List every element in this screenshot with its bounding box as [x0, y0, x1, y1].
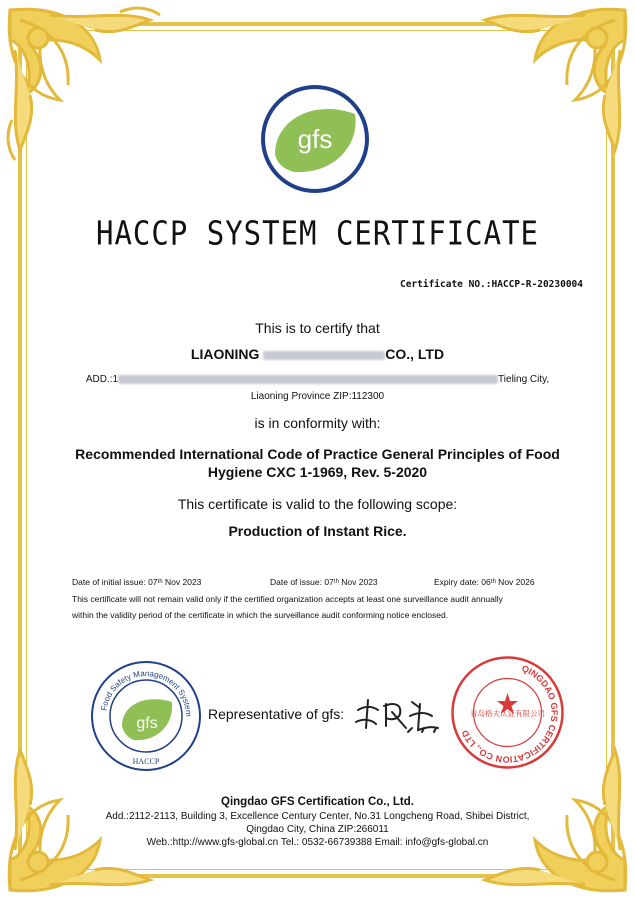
date-of-issue: Date of issue: 07ᵗʰ Nov 2023 — [270, 577, 378, 587]
footer-address-2: Qingdao City, China ZIP:266011 — [246, 824, 389, 835]
footer-company: Qingdao GFS Certification Co., Ltd. — [221, 796, 414, 808]
address-line-1 — [0, 374, 635, 385]
certificate-title: HACCP SYSTEM CERTIFICATE — [95, 213, 540, 253]
validity-note-line-1: This certificate will not remain valid only if the certified organization accepts at least one surveillance audit annually — [72, 594, 503, 604]
redacted-text — [263, 351, 385, 360]
seal-center-text: gfs — [136, 715, 158, 732]
validity-note-line-2: within the validity period of the certificate in which the surveillance audit conforming notice enclosed. — [72, 610, 449, 620]
seal-ring-text: Food Safety Management System — [99, 668, 194, 717]
scope-text: Production of Instant Rice. — [228, 523, 407, 539]
address-suffix: Tieling City, — [498, 374, 550, 385]
gfs-logo-icon — [255, 84, 375, 194]
haccp-seal-icon — [90, 660, 202, 772]
company-stamp-icon — [450, 655, 565, 770]
footer-contact: Web.:http://www.gfs-global.cn Tel.: 0532-66739388 Email: info@gfs-global.cn — [146, 837, 489, 848]
address-prefix: ADD.:1 — [85, 374, 119, 385]
certify-line: This is to certify that — [255, 320, 380, 336]
signature-icon — [350, 688, 445, 738]
corner-ornament-icon — [0, 0, 175, 175]
footer-address-1: Add.:2112-2113, Building 3, Excellence Century Center, No.31 Longcheng Road, Shibei District, — [105, 811, 530, 822]
expiry-date: Expiry date: 06ᵗʰ Nov 2026 — [434, 577, 535, 587]
company-suffix: CO., LTD — [385, 346, 445, 362]
company-name — [0, 346, 635, 362]
seal-bottom-text: HACCP — [132, 757, 160, 766]
date-initial-issue: Date of initial issue: 07ᵗʰ Nov 2023 — [72, 577, 202, 587]
stamp-inner-text: 青岛格夫认证有限公司 — [470, 709, 545, 718]
conformity-line: is in conformity with: — [254, 415, 381, 431]
certificate-number: Certificate NO.:HACCP-R-20230004 — [399, 279, 583, 290]
standard-line-2: Hygiene CXC 1-1969, Rev. 5-2020 — [207, 464, 428, 480]
standard-line-1: Recommended International Code of Practice General Principles of Food — [75, 446, 560, 462]
corner-ornament-icon — [460, 0, 635, 175]
stamp-ring-text: QINGDAO GFS CERTIFICATION CO., LTD — [459, 663, 560, 765]
scope-intro: This certificate is valid to the following scope: — [177, 496, 458, 512]
redacted-text — [118, 375, 498, 384]
logo-text: gfs — [297, 124, 333, 154]
company-prefix: LIAONING — [190, 346, 260, 362]
representative-label: Representative of gfs: — [208, 706, 345, 722]
address-line-2: Liaoning Province ZIP:112300 — [250, 391, 385, 402]
